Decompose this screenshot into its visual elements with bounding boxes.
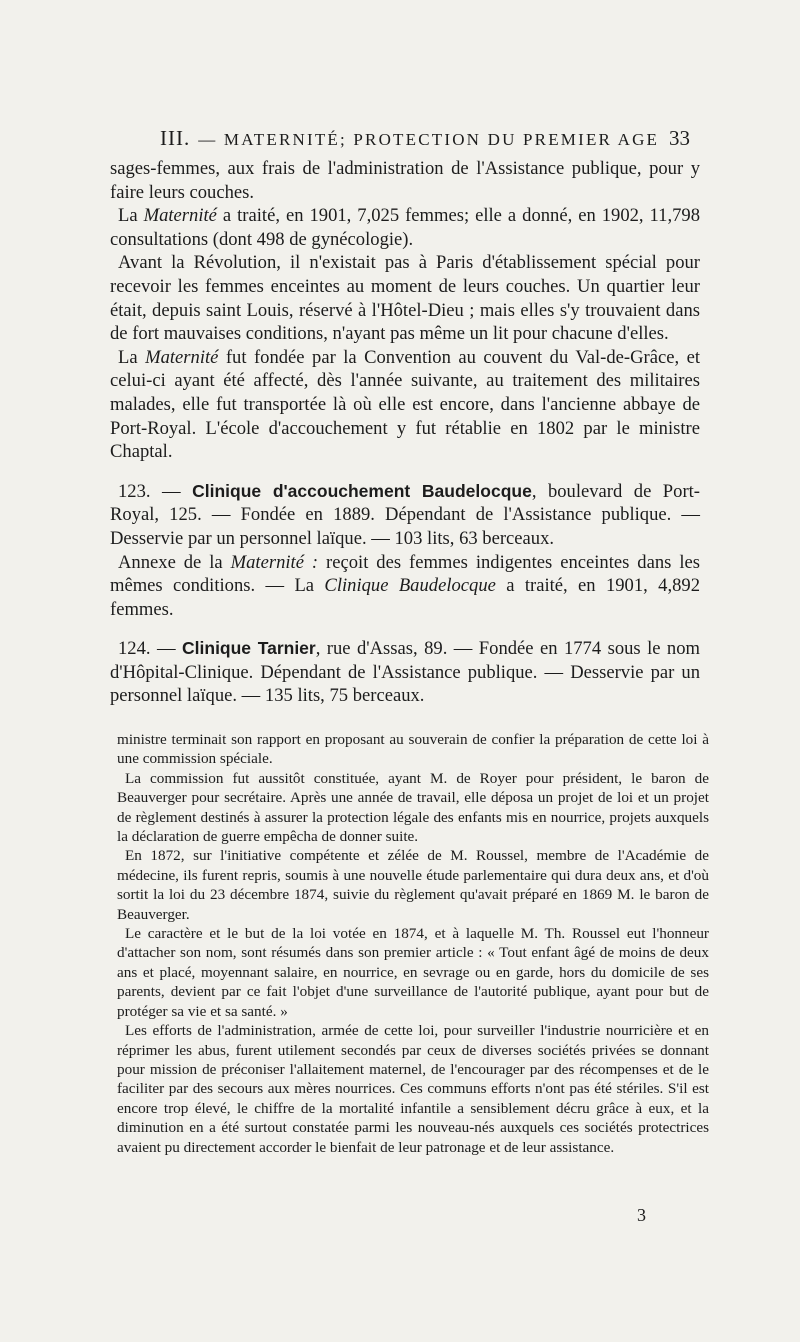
italic-run: Maternité [143, 205, 217, 227]
paragraph-history: Avant la Révolution, il n'existait pas à Paris d'établissement spécial pour recevoir les femmes enceintes au moment de leurs couches. Un quartier leur était, depuis saint Louis, réservé à l'Hôtel-Dieu ; mais elles s'y trouvaient dans de fort mauvaises conditions, n'ayant pas même un lit pour chacune d'elles. [110, 252, 700, 345]
running-header [160, 126, 690, 152]
entry-number: 124. — [118, 638, 183, 660]
header-chapter: III. [160, 126, 191, 150]
entry-details: , rue d'Assas, 89. — Fondée en 1774 sous le nom d'Hôpital-Clinique. Dépendant de l'Assistance publique. — Desservie par un personnel laïque. — 135 lits, 75 berceaux. [110, 638, 700, 707]
footnote-paragraph: ministre terminait son rapport en proposant au souverain de confier la préparation de cette loi à une commission spéciale. [117, 731, 709, 768]
text-run: a traité, en 1901, 4,892 femmes. [110, 575, 700, 620]
text-run: reçoit des femmes indigentes enceintes dans les mêmes conditions. — La [110, 551, 700, 597]
header-title [160, 126, 659, 151]
entry-name: Clinique Tarnier [182, 638, 316, 659]
entry-name: Clinique d'accouchement Baudelocque [192, 480, 532, 501]
signature-mark: 3 [637, 1205, 646, 1225]
paragraph-annexe [110, 551, 700, 622]
footnote-paragraph: La commission fut aussitôt constituée, ayant M. de Royer pour président, le baron de Beauverger pour secrétaire. Après une année de travail, elle déposa un projet de loi et un projet de règlement destinés à assurer la protection légale des enfants mis en nourrice, projets auxquels la déclaration de guerre empêcha de donner suite. [117, 769, 709, 846]
entry-details: , boulevard de Port-Royal, 125. — Fondée en 1889. Dépendant de l'Assistance publique. — Desservie par un personnel laïque. — 103 lits, 63 berceaux. [110, 480, 700, 549]
entry-124 [110, 637, 700, 708]
paragraph-maternite-stats [110, 204, 700, 251]
paragraph-foundation [110, 346, 700, 464]
footnote-paragraph: Les efforts de l'administration, armée de cette loi, pour surveiller l'industrie nourricière et en réprimer les abus, furent utilement secondés par ceux de diverses sociétés privées se donnant pour mission de préconiser l'allaitement maternel, de l'encourager par des récompenses et de le faciliter par des secours aux mères nourrices. Ces communs efforts n'ont pas été stériles. S'il est encore trop élevé, le chiffre de la mortalité infantile a sensiblement décru grâce à eux, et la diminution en a été surtout constatée parmi les nouveau-nés auxquels ces sociétés protectrices avaient pu directement accorder le bienfait de leur patronage et de leur assistance. [117, 1022, 709, 1156]
entry-number: 123. — [118, 480, 193, 502]
paragraph-continuation: sages-femmes, aux frais de l'administration de l'Assistance publique, pour y faire leurs couches. [110, 158, 700, 203]
italic-run: Maternité [145, 346, 219, 368]
italic-run: Maternité : [230, 551, 319, 573]
text-run: Annexe de la [118, 551, 231, 573]
text-run: fut fondée par la Convention au couvent du Val-de-Grâce, et celui-ci ayant été affecté, dès l'année suivante, au traitement des militaires malades, elle fut transportée là où elle est encore, dans l'ancienne abbaye de Port-Royal. L'école d'accouchement y fut rétablie en 1802 par le ministre Chaptal. [110, 346, 700, 463]
italic-run: Clinique Baudelocque [324, 575, 496, 597]
main-text [110, 157, 700, 708]
header-title-text: — MATERNITÉ; PROTECTION DU PREMIER AGE [198, 130, 660, 149]
text-run: La [118, 205, 144, 227]
text-run: a traité, en 1901, 7,025 femmes; elle a donné, en 1902, 11,798 consultations (dont 498 de gynécologie). [110, 205, 700, 250]
footnotes [117, 730, 709, 1157]
entry-123 [110, 480, 700, 551]
page-number: 33 [669, 126, 690, 150]
footnote-paragraph: En 1872, sur l'initiative compétente et zélée de M. Roussel, membre de l'Académie de médecine, ils furent repris, soumis à une nouvelle étude parlementaire qui dura deux ans, et d'où sortit la loi du 23 décembre 1874, suivie du règlement qu'avait préparé en 1869 M. le baron de Beauverger. [117, 847, 709, 923]
footnote-paragraph: Le caractère et le but de la loi votée en 1874, et à laquelle M. Th. Roussel eut l'honneur d'attacher son nom, sont résumés dans son premier article : « Tout enfant âgé de moins de deux ans et placé, moyennant salaire, en nourrice, en sevrage ou en garde, hors du domicile de ses parents, devient par ce fait l'objet d'une surveillance de l'autorité publique, ayant pour but de protéger sa vie et sa santé. » [117, 925, 709, 1020]
text-run: La [118, 346, 146, 368]
